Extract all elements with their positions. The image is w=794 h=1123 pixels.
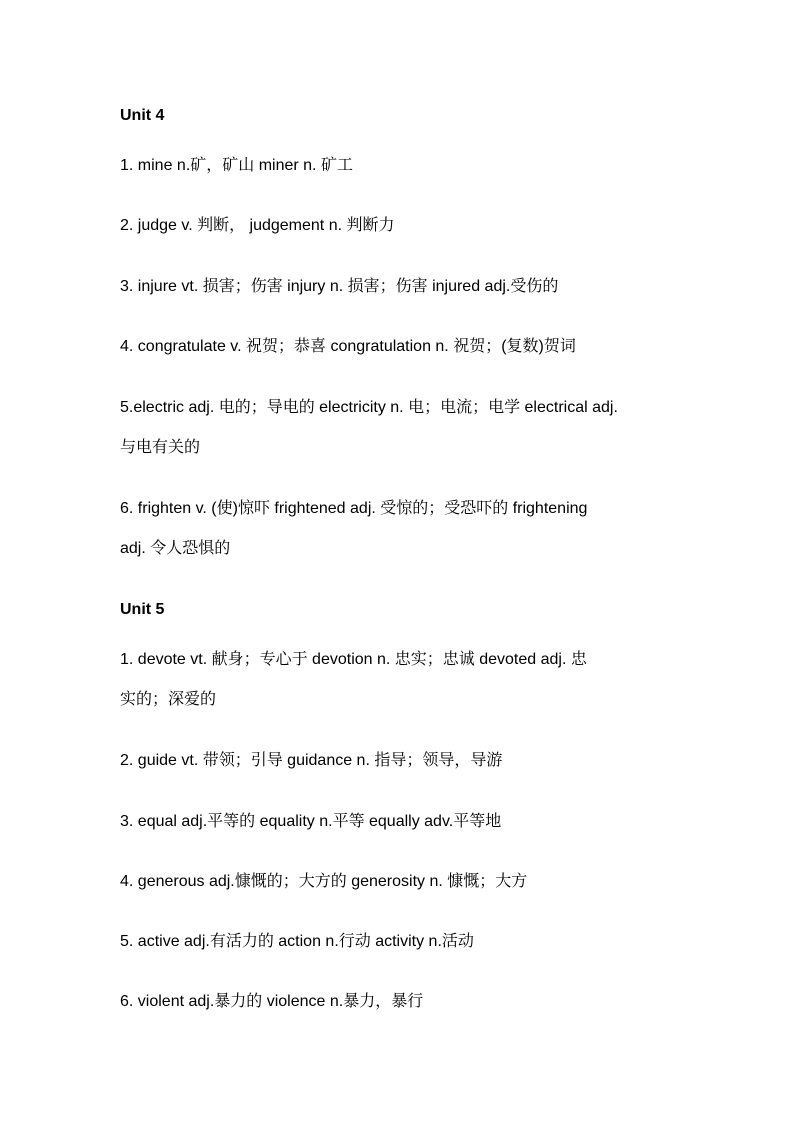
item-text: 4. congratulate v. 祝贺；恭喜 congratulation n. 祝贺；(复数)贺词 — [120, 338, 576, 355]
item-text: 6. frighten v. (使)惊吓 frightened adj. 受惊的；受恐吓的 frightening — [120, 500, 588, 517]
unit-5-item-4 — [120, 872, 680, 892]
unit-5-item-1 — [120, 650, 680, 708]
unit-4-item-5 — [120, 398, 680, 456]
item-text: 1. devote vt. 献身；专心于 devotion n. 忠实；忠诚 devoted adj. 忠 — [120, 651, 587, 668]
unit-5-item-2 — [120, 751, 680, 771]
unit-5-heading: Unit 5 — [120, 601, 165, 618]
unit-4-item-6 — [120, 499, 680, 557]
item-text: 5. active adj.有活力的 action n.行动 activity n.活动 — [120, 933, 474, 950]
unit-5-item-6 — [120, 992, 680, 1012]
unit-4-heading: Unit 4 — [120, 107, 165, 124]
item-text: 5.electric adj. 电的；导电的 electricity n. 电；电流；电学 electrical adj. — [120, 399, 618, 416]
item-text-continued: adj. 令人恐惧的 — [120, 540, 231, 557]
item-text: 1. mine n.矿，矿山 miner n. 矿工 — [120, 157, 353, 174]
unit-4-item-2 — [120, 216, 680, 236]
unit-4-item-3 — [120, 277, 680, 297]
item-text: 4. generous adj.慷慨的；大方的 generosity n. 慷慨；大方 — [120, 873, 528, 890]
item-text: 3. equal adj.平等的 equality n.平等 equally adv.平等地 — [120, 813, 502, 830]
unit-4-item-1 — [120, 156, 680, 176]
unit-5-item-5 — [120, 932, 680, 952]
item-text: 6. violent adj.暴力的 violence n.暴力，暴行 — [120, 993, 424, 1010]
item-text-continued: 实的；深爱的 — [120, 691, 217, 708]
unit-4-item-4 — [120, 337, 680, 357]
item-text: 2. guide vt. 带领；引导 guidance n. 指导；领导，导游 — [120, 752, 503, 769]
item-text-continued: 与电有关的 — [120, 439, 201, 456]
unit-5-item-3 — [120, 812, 680, 832]
item-text: 3. injure vt. 损害；伤害 injury n. 损害；伤害 injured adj.受伤的 — [120, 278, 559, 295]
item-text: 2. judge v. 判断， judgement n. 判断力 — [120, 217, 395, 234]
